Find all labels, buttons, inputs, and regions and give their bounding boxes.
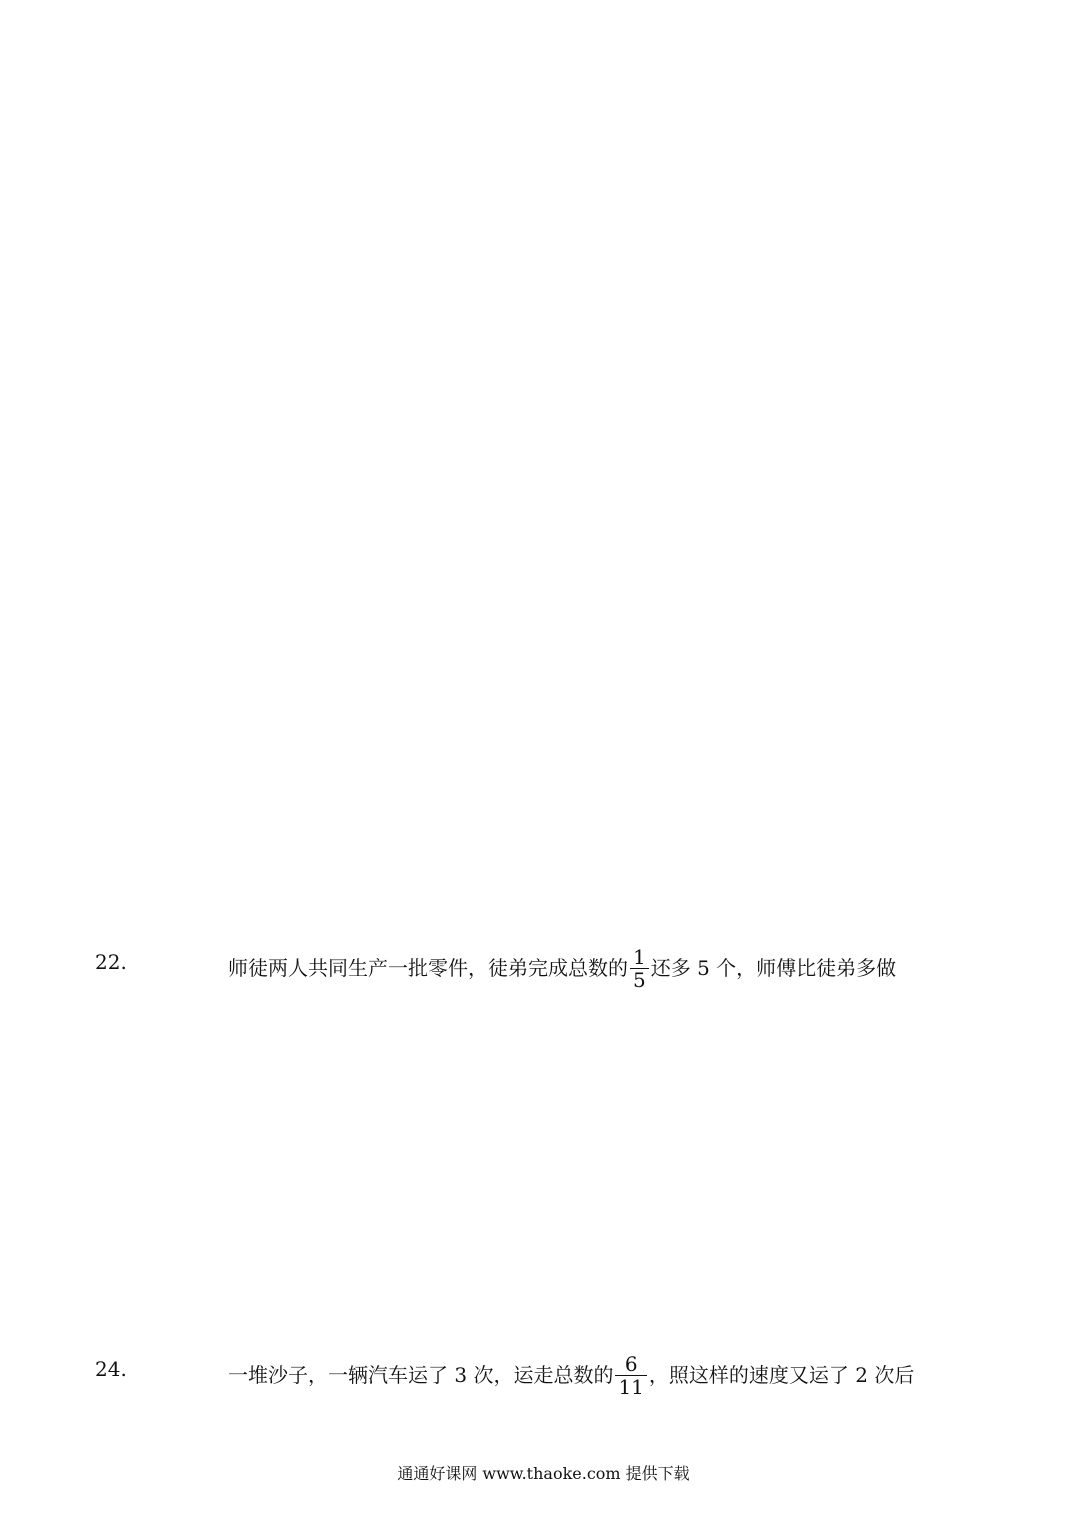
page-footer: 通通好课网 www.thaoke.com 提供下载 [397, 1464, 690, 1483]
problem-number: 24. [95, 1357, 127, 1381]
fraction-numerator: 1 [633, 945, 646, 969]
problem-text-after: 还多 5 个，师傅比徒弟多做 [650, 956, 897, 980]
problem-text [228, 947, 896, 992]
problem-number: 22. [95, 950, 127, 974]
fraction [615, 1353, 646, 1398]
fraction [630, 946, 649, 991]
fraction-numerator: 6 [624, 1352, 638, 1376]
problem-text-after: ，照这样的速度又运了 2 次后 [648, 1363, 915, 1387]
fraction-denominator: 5 [630, 968, 649, 991]
problem-text [228, 1354, 914, 1399]
problem-text-before: 一堆沙子，一辆汽车运了 3 次，运走总数的 [228, 1363, 614, 1387]
fraction-denominator: 11 [615, 1375, 646, 1398]
problem-text-before: 师徒两人共同生产一批零件，徒弟完成总数的 [228, 956, 628, 980]
